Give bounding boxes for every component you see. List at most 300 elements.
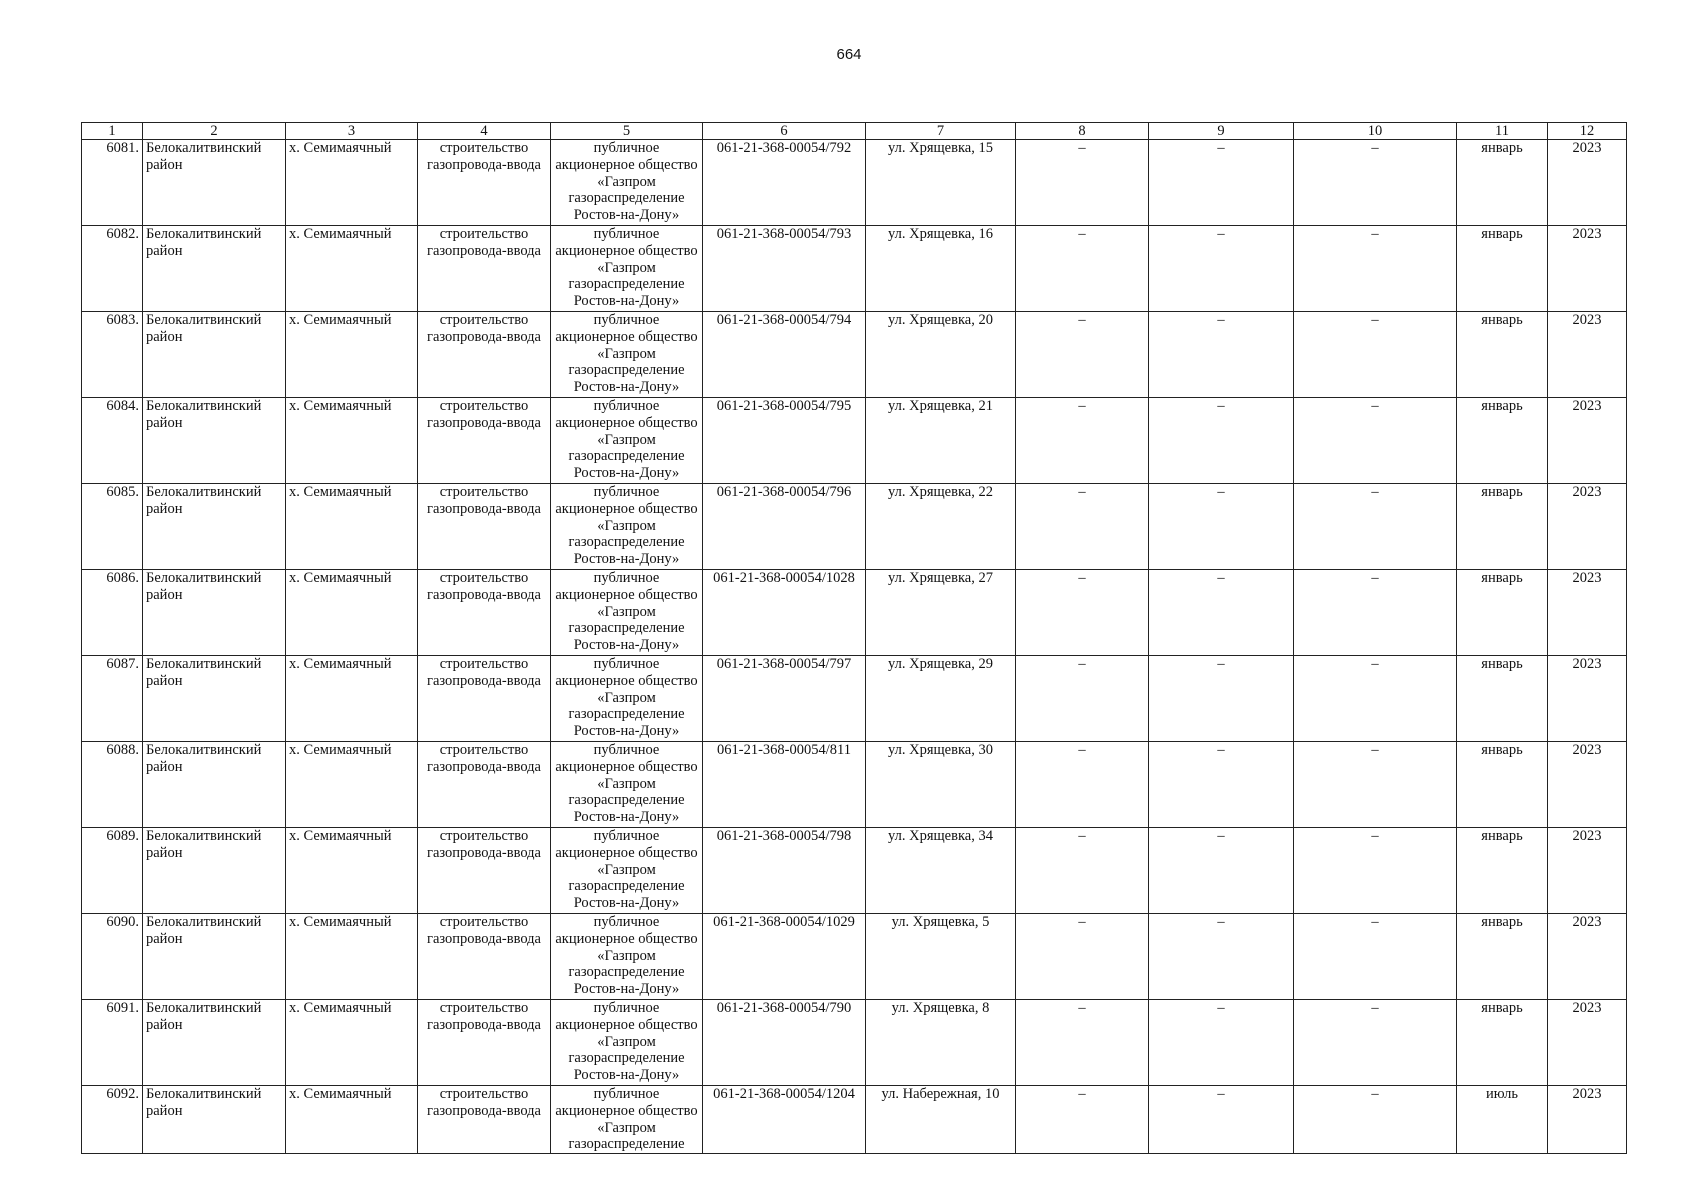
owner-cell-text: публичное акционерное общество «Газпром газораспределение Ростов-на-Дону» xyxy=(555,570,698,654)
column-header: 9 xyxy=(1149,123,1294,140)
year-cell-text: 2023 xyxy=(1572,140,1602,156)
registry-code-cell xyxy=(703,742,866,828)
work-type-cell-text: строительство газопровода-ввода xyxy=(427,1086,541,1119)
work-type-cell xyxy=(418,828,551,914)
registry-code-cell-text: 061-21-368-00054/811 xyxy=(717,742,851,758)
row-number-text: 6092. xyxy=(106,1086,139,1102)
owner-cell-text: публичное акционерное общество «Газпром газораспределение Ростов-на-Дону» xyxy=(555,226,698,310)
work-type-cell-text: строительство газопровода-ввода xyxy=(427,312,541,345)
locality-cell xyxy=(286,1000,418,1086)
year-cell-text: 2023 xyxy=(1572,226,1602,242)
locality-cell xyxy=(286,1086,418,1154)
owner-cell xyxy=(551,742,703,828)
district-cell xyxy=(143,914,286,1000)
locality-cell xyxy=(286,140,418,226)
row-number-text: 6087. xyxy=(106,656,139,672)
locality-cell-text: х. Семимаячный xyxy=(289,570,392,586)
month-cell-text: январь xyxy=(1481,140,1523,156)
owner-cell xyxy=(551,828,703,914)
district-cell-text: Белокалитвинский район xyxy=(146,1086,262,1119)
owner-cell xyxy=(551,1086,703,1154)
registry-code-cell xyxy=(703,398,866,484)
locality-cell xyxy=(286,914,418,1000)
month-cell xyxy=(1457,140,1548,226)
dash-cell-text: – xyxy=(1217,656,1225,672)
column-header: 7 xyxy=(866,123,1016,140)
table-row xyxy=(82,656,1627,742)
address-cell-text: ул. Хрящевка, 20 xyxy=(888,312,993,328)
locality-cell-text: х. Семимаячный xyxy=(289,828,392,844)
table-row xyxy=(82,914,1627,1000)
dash-cell-text: – xyxy=(1217,226,1225,242)
row-number-text: 6083. xyxy=(106,312,139,328)
month-cell xyxy=(1457,570,1548,656)
dash-cell-text: – xyxy=(1078,1086,1086,1102)
dash-cell-text: – xyxy=(1078,914,1086,930)
dash-cell xyxy=(1294,1086,1457,1154)
registry-code-cell xyxy=(703,312,866,398)
month-cell-text: январь xyxy=(1481,656,1523,672)
year-cell xyxy=(1548,140,1627,226)
year-cell xyxy=(1548,312,1627,398)
row-number-text: 6088. xyxy=(106,742,139,758)
table-row xyxy=(82,484,1627,570)
dash-cell xyxy=(1294,1000,1457,1086)
district-cell xyxy=(143,312,286,398)
dash-cell-text: – xyxy=(1371,656,1379,672)
locality-cell xyxy=(286,828,418,914)
dash-cell xyxy=(1149,914,1294,1000)
row-number xyxy=(82,570,143,656)
month-cell-text: январь xyxy=(1481,914,1523,930)
year-cell-text: 2023 xyxy=(1572,398,1602,414)
owner-cell xyxy=(551,656,703,742)
dash-cell-text: – xyxy=(1371,140,1379,156)
row-number xyxy=(82,1086,143,1154)
row-number xyxy=(82,398,143,484)
dash-cell-text: – xyxy=(1371,398,1379,414)
month-cell xyxy=(1457,742,1548,828)
owner-cell xyxy=(551,1000,703,1086)
owner-cell xyxy=(551,914,703,1000)
dash-cell xyxy=(1016,398,1149,484)
dash-cell xyxy=(1294,312,1457,398)
address-cell xyxy=(866,226,1016,312)
dash-cell-text: – xyxy=(1371,312,1379,328)
dash-cell xyxy=(1149,828,1294,914)
district-cell xyxy=(143,484,286,570)
owner-cell-text: публичное акционерное общество «Газпром газораспределение Ростов-на-Дону» xyxy=(555,484,698,568)
column-header: 1 xyxy=(82,123,143,140)
dash-cell-text: – xyxy=(1217,140,1225,156)
work-type-cell xyxy=(418,656,551,742)
owner-cell-text: публичное акционерное общество «Газпром газораспределение Ростов-на-Дону» xyxy=(555,742,698,826)
district-cell-text: Белокалитвинский район xyxy=(146,828,262,861)
district-cell-text: Белокалитвинский район xyxy=(146,398,262,431)
dash-cell xyxy=(1016,312,1149,398)
dash-cell xyxy=(1016,828,1149,914)
district-cell xyxy=(143,398,286,484)
district-cell xyxy=(143,570,286,656)
locality-cell-text: х. Семимаячный xyxy=(289,742,392,758)
work-type-cell-text: строительство газопровода-ввода xyxy=(427,398,541,431)
dash-cell xyxy=(1294,140,1457,226)
dash-cell-text: – xyxy=(1078,398,1086,414)
month-cell-text: январь xyxy=(1481,312,1523,328)
locality-cell-text: х. Семимаячный xyxy=(289,1086,392,1102)
address-cell-text: ул. Хрящевка, 5 xyxy=(891,914,990,930)
dash-cell xyxy=(1149,656,1294,742)
dash-cell xyxy=(1016,484,1149,570)
dash-cell-text: – xyxy=(1371,1000,1379,1016)
table-row xyxy=(82,1086,1627,1154)
owner-cell xyxy=(551,312,703,398)
dash-cell xyxy=(1149,312,1294,398)
district-cell xyxy=(143,1000,286,1086)
year-cell-text: 2023 xyxy=(1572,1086,1602,1102)
locality-cell-text: х. Семимаячный xyxy=(289,140,392,156)
month-cell xyxy=(1457,1000,1548,1086)
year-cell-text: 2023 xyxy=(1572,828,1602,844)
year-cell xyxy=(1548,1086,1627,1154)
column-number-row xyxy=(82,123,1627,140)
address-cell xyxy=(866,1000,1016,1086)
locality-cell-text: х. Семимаячный xyxy=(289,1000,392,1016)
dash-cell xyxy=(1016,914,1149,1000)
year-cell xyxy=(1548,484,1627,570)
dash-cell xyxy=(1016,226,1149,312)
address-cell-text: ул. Хрящевка, 30 xyxy=(888,742,993,758)
dash-cell xyxy=(1149,742,1294,828)
column-header: 4 xyxy=(418,123,551,140)
address-cell-text: ул. Хрящевка, 8 xyxy=(891,1000,990,1016)
work-type-cell xyxy=(418,1000,551,1086)
dash-cell-text: – xyxy=(1217,1000,1225,1016)
row-number-text: 6090. xyxy=(106,914,139,930)
year-cell xyxy=(1548,398,1627,484)
dash-cell-text: – xyxy=(1371,570,1379,586)
dash-cell xyxy=(1149,398,1294,484)
year-cell xyxy=(1548,914,1627,1000)
column-header: 11 xyxy=(1457,123,1548,140)
row-number-text: 6081. xyxy=(106,140,139,156)
owner-cell-text: публичное акционерное общество «Газпром газораспределение Ростов-на-Дону» xyxy=(555,914,698,998)
address-cell xyxy=(866,742,1016,828)
month-cell-text: январь xyxy=(1481,226,1523,242)
district-cell xyxy=(143,226,286,312)
month-cell xyxy=(1457,656,1548,742)
column-header: 5 xyxy=(551,123,703,140)
work-type-cell xyxy=(418,312,551,398)
dash-cell-text: – xyxy=(1217,570,1225,586)
table-row xyxy=(82,1000,1627,1086)
table-row xyxy=(82,140,1627,226)
dash-cell-text: – xyxy=(1371,914,1379,930)
year-cell-text: 2023 xyxy=(1572,656,1602,672)
address-cell-text: ул. Хрящевка, 16 xyxy=(888,226,993,242)
locality-cell xyxy=(286,484,418,570)
dash-cell xyxy=(1016,140,1149,226)
row-number-text: 6089. xyxy=(106,828,139,844)
year-cell xyxy=(1548,570,1627,656)
row-number xyxy=(82,914,143,1000)
address-cell xyxy=(866,570,1016,656)
month-cell-text: январь xyxy=(1481,398,1523,414)
locality-cell xyxy=(286,312,418,398)
district-cell-text: Белокалитвинский район xyxy=(146,570,262,603)
month-cell-text: июль xyxy=(1485,1086,1519,1102)
year-cell xyxy=(1548,226,1627,312)
locality-cell-text: х. Семимаячный xyxy=(289,226,392,242)
column-header: 12 xyxy=(1548,123,1627,140)
work-type-cell-text: строительство газопровода-ввода xyxy=(427,656,541,689)
registry-code-cell xyxy=(703,1000,866,1086)
registry-code-cell-text: 061-21-368-00054/798 xyxy=(716,828,852,844)
row-number-text: 6091. xyxy=(106,1000,139,1016)
work-type-cell-text: строительство газопровода-ввода xyxy=(427,742,541,775)
dash-cell-text: – xyxy=(1078,226,1086,242)
dash-cell xyxy=(1016,570,1149,656)
dash-cell-text: – xyxy=(1078,312,1086,328)
address-cell xyxy=(866,828,1016,914)
dash-cell xyxy=(1294,742,1457,828)
dash-cell xyxy=(1294,484,1457,570)
dash-cell xyxy=(1149,1000,1294,1086)
table-row xyxy=(82,312,1627,398)
owner-cell xyxy=(551,226,703,312)
year-cell xyxy=(1548,656,1627,742)
registry-table xyxy=(81,122,1627,1154)
locality-cell xyxy=(286,570,418,656)
work-type-cell-text: строительство газопровода-ввода xyxy=(427,828,541,861)
work-type-cell xyxy=(418,570,551,656)
dash-cell-text: – xyxy=(1078,140,1086,156)
registry-code-cell-text: 061-21-368-00054/1028 xyxy=(713,570,855,586)
address-cell-text: ул. Хрящевка, 34 xyxy=(888,828,993,844)
owner-cell xyxy=(551,398,703,484)
dash-cell-text: – xyxy=(1217,484,1225,500)
column-header: 10 xyxy=(1294,123,1457,140)
registry-code-cell-text: 061-21-368-00054/1204 xyxy=(713,1086,855,1102)
dash-cell-text: – xyxy=(1217,398,1225,414)
dash-cell-text: – xyxy=(1078,570,1086,586)
column-header: 6 xyxy=(703,123,866,140)
column-header: 3 xyxy=(286,123,418,140)
work-type-cell xyxy=(418,484,551,570)
work-type-cell xyxy=(418,398,551,484)
registry-code-cell xyxy=(703,656,866,742)
table-row xyxy=(82,828,1627,914)
address-cell xyxy=(866,1086,1016,1154)
district-cell-text: Белокалитвинский район xyxy=(146,1000,262,1033)
work-type-cell xyxy=(418,226,551,312)
registry-code-cell xyxy=(703,828,866,914)
address-cell xyxy=(866,312,1016,398)
year-cell-text: 2023 xyxy=(1572,484,1602,500)
dash-cell xyxy=(1294,828,1457,914)
dash-cell-text: – xyxy=(1078,656,1086,672)
locality-cell xyxy=(286,656,418,742)
address-cell xyxy=(866,656,1016,742)
table-row xyxy=(82,398,1627,484)
dash-cell xyxy=(1294,226,1457,312)
dash-cell xyxy=(1016,742,1149,828)
district-cell-text: Белокалитвинский район xyxy=(146,484,262,517)
owner-cell-text: публичное акционерное общество «Газпром газораспределение Ростов-на-Дону» xyxy=(555,656,698,740)
dash-cell xyxy=(1149,570,1294,656)
column-header: 2 xyxy=(143,123,286,140)
owner-cell-text: публичное акционерное общество «Газпром газораспределение Ростов-на-Дону» xyxy=(555,398,698,482)
address-cell xyxy=(866,140,1016,226)
registry-code-cell-text: 061-21-368-00054/794 xyxy=(716,312,852,328)
locality-cell xyxy=(286,742,418,828)
registry-code-cell xyxy=(703,484,866,570)
column-header: 8 xyxy=(1016,123,1149,140)
registry-code-cell xyxy=(703,140,866,226)
dash-cell-text: – xyxy=(1078,742,1086,758)
owner-cell-text: публичное акционерное общество «Газпром газораспределение Ростов-на-Дону» xyxy=(555,828,698,912)
table-row xyxy=(82,742,1627,828)
dash-cell xyxy=(1294,398,1457,484)
registry-code-cell-text: 061-21-368-00054/796 xyxy=(716,484,852,500)
owner-cell xyxy=(551,484,703,570)
dash-cell-text: – xyxy=(1217,312,1225,328)
registry-code-cell-text: 061-21-368-00054/792 xyxy=(716,140,852,156)
address-cell-text: ул. Хрящевка, 22 xyxy=(888,484,993,500)
year-cell-text: 2023 xyxy=(1572,742,1602,758)
district-cell xyxy=(143,656,286,742)
locality-cell xyxy=(286,226,418,312)
year-cell xyxy=(1548,742,1627,828)
dash-cell-text: – xyxy=(1371,742,1379,758)
work-type-cell xyxy=(418,140,551,226)
year-cell xyxy=(1548,1000,1627,1086)
dash-cell-text: – xyxy=(1217,828,1225,844)
row-number-text: 6084. xyxy=(106,398,139,414)
month-cell-text: январь xyxy=(1481,1000,1523,1016)
district-cell-text: Белокалитвинский район xyxy=(146,742,262,775)
month-cell xyxy=(1457,828,1548,914)
work-type-cell-text: строительство газопровода-ввода xyxy=(427,226,541,259)
owner-cell xyxy=(551,570,703,656)
month-cell xyxy=(1457,398,1548,484)
row-number-text: 6085. xyxy=(106,484,139,500)
month-cell-text: январь xyxy=(1481,828,1523,844)
year-cell-text: 2023 xyxy=(1572,1000,1602,1016)
dash-cell-text: – xyxy=(1217,742,1225,758)
month-cell xyxy=(1457,1086,1548,1154)
row-number xyxy=(82,1000,143,1086)
registry-code-cell-text: 061-21-368-00054/793 xyxy=(716,226,852,242)
address-cell-text: ул. Набережная, 10 xyxy=(881,1086,1000,1102)
owner-cell-text: публичное акционерное общество «Газпром газораспределение Ростов-на-Дону» xyxy=(555,1000,698,1084)
locality-cell-text: х. Семимаячный xyxy=(289,312,392,328)
dash-cell xyxy=(1016,1086,1149,1154)
locality-cell-text: х. Семимаячный xyxy=(289,398,392,414)
dash-cell-text: – xyxy=(1217,1086,1225,1102)
registry-code-cell-text: 061-21-368-00054/797 xyxy=(716,656,852,672)
registry-code-cell xyxy=(703,226,866,312)
month-cell-text: январь xyxy=(1481,742,1523,758)
dash-cell-text: – xyxy=(1371,484,1379,500)
locality-cell-text: х. Семимаячный xyxy=(289,656,392,672)
page-number: 664 xyxy=(836,46,862,63)
dash-cell xyxy=(1016,1000,1149,1086)
district-cell-text: Белокалитвинский район xyxy=(146,226,262,259)
dash-cell xyxy=(1149,140,1294,226)
district-cell xyxy=(143,1086,286,1154)
year-cell-text: 2023 xyxy=(1572,570,1602,586)
table-row xyxy=(82,570,1627,656)
district-cell-text: Белокалитвинский район xyxy=(146,656,262,689)
row-number xyxy=(82,742,143,828)
registry-code-cell-text: 061-21-368-00054/1029 xyxy=(713,914,855,930)
dash-cell-text: – xyxy=(1078,828,1086,844)
dash-cell xyxy=(1294,570,1457,656)
dash-cell-text: – xyxy=(1371,226,1379,242)
owner-cell-text: публичное акционерное общество «Газпром газораспределение xyxy=(555,1086,698,1152)
work-type-cell-text: строительство газопровода-ввода xyxy=(427,484,541,517)
work-type-cell-text: строительство газопровода-ввода xyxy=(427,1000,541,1033)
month-cell xyxy=(1457,226,1548,312)
dash-cell xyxy=(1149,1086,1294,1154)
district-cell xyxy=(143,828,286,914)
year-cell-text: 2023 xyxy=(1572,914,1602,930)
registry-code-cell xyxy=(703,570,866,656)
dash-cell-text: – xyxy=(1078,1000,1086,1016)
address-cell-text: ул. Хрящевка, 29 xyxy=(888,656,993,672)
work-type-cell-text: строительство газопровода-ввода xyxy=(427,914,541,947)
address-cell xyxy=(866,484,1016,570)
locality-cell-text: х. Семимаячный xyxy=(289,484,392,500)
owner-cell xyxy=(551,140,703,226)
address-cell xyxy=(866,398,1016,484)
address-cell-text: ул. Хрящевка, 21 xyxy=(888,398,993,414)
work-type-cell xyxy=(418,914,551,1000)
row-number xyxy=(82,828,143,914)
dash-cell-text: – xyxy=(1371,1086,1379,1102)
row-number xyxy=(82,226,143,312)
row-number-text: 6086. xyxy=(106,570,139,586)
row-number xyxy=(82,484,143,570)
dash-cell xyxy=(1149,484,1294,570)
month-cell xyxy=(1457,914,1548,1000)
district-cell-text: Белокалитвинский район xyxy=(146,914,262,947)
locality-cell-text: х. Семимаячный xyxy=(289,914,392,930)
dash-cell-text: – xyxy=(1078,484,1086,500)
year-cell-text: 2023 xyxy=(1572,312,1602,328)
row-number xyxy=(82,656,143,742)
dash-cell xyxy=(1149,226,1294,312)
year-cell xyxy=(1548,828,1627,914)
registry-code-cell xyxy=(703,914,866,1000)
row-number-text: 6082. xyxy=(106,226,139,242)
row-number xyxy=(82,140,143,226)
district-cell-text: Белокалитвинский район xyxy=(146,140,262,173)
address-cell-text: ул. Хрящевка, 27 xyxy=(888,570,993,586)
address-cell xyxy=(866,914,1016,1000)
locality-cell xyxy=(286,398,418,484)
dash-cell-text: – xyxy=(1217,914,1225,930)
address-cell-text: ул. Хрящевка, 15 xyxy=(888,140,993,156)
owner-cell-text: публичное акционерное общество «Газпром газораспределение Ростов-на-Дону» xyxy=(555,140,698,224)
row-number xyxy=(82,312,143,398)
dash-cell xyxy=(1016,656,1149,742)
work-type-cell-text: строительство газопровода-ввода xyxy=(427,140,541,173)
dash-cell-text: – xyxy=(1371,828,1379,844)
district-cell xyxy=(143,140,286,226)
work-type-cell xyxy=(418,742,551,828)
